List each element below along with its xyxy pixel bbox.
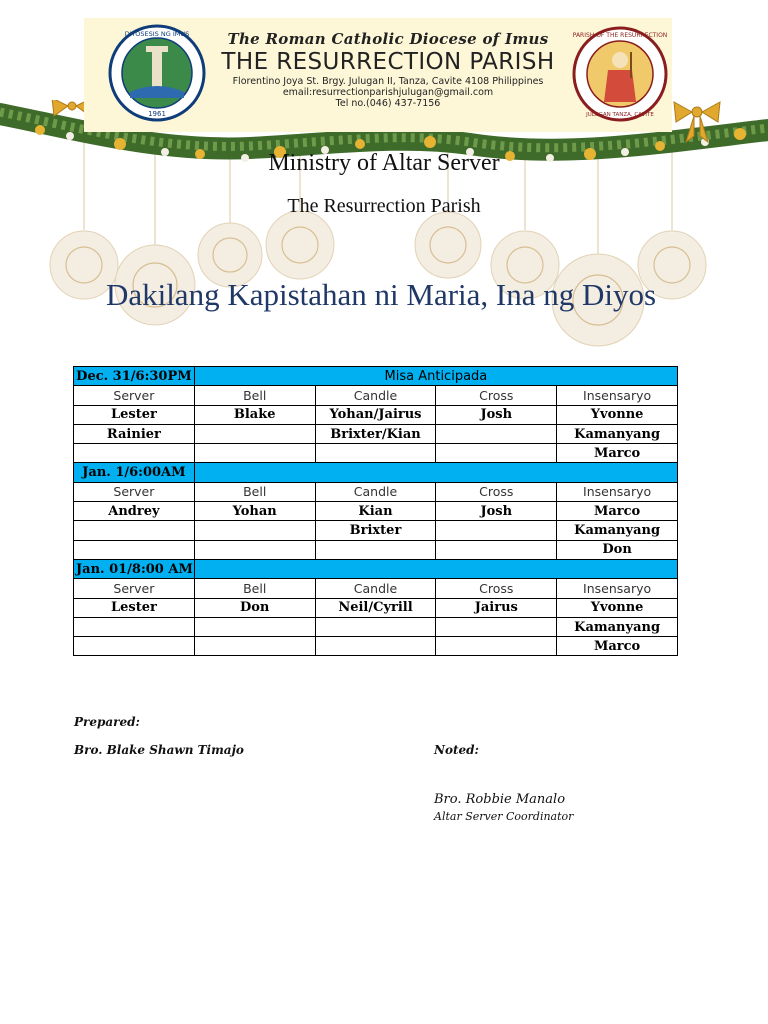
assignment-cell: Marco (557, 444, 678, 463)
altar-server-schedule-table (73, 366, 678, 656)
mass-schedule-row (74, 559, 678, 578)
right-seal-text: PARISH OF THE RESURRECTION (572, 32, 668, 39)
assignment-cell: Neil/Cyrill (315, 598, 436, 617)
assignment-cell (194, 617, 315, 636)
assignment-cell: Yohan/Jairus (315, 405, 436, 424)
role-header: Bell (194, 386, 315, 405)
assignment-cell (315, 617, 436, 636)
assignment-cell (194, 521, 315, 540)
assignment-cell (436, 521, 557, 540)
diocese-seal-logo (108, 24, 206, 122)
role-header: Bell (194, 579, 315, 598)
diocese-name: The Roman Catholic Diocese of Imus (227, 30, 549, 48)
role-header-row (74, 579, 678, 598)
parish-seal-logo (572, 26, 668, 122)
parish-address: Florentino Joya St. Brgy. Julugan II, Tanza, Cavite 4108 Philippines (232, 76, 544, 87)
assignment-cell (194, 637, 315, 656)
role-header: Cross (436, 386, 557, 405)
assignment-cell: Yvonne (557, 405, 678, 424)
assignment-cell: Jairus (436, 598, 557, 617)
role-header: Server (74, 386, 195, 405)
noted-label: Noted: (434, 743, 479, 757)
assignment-cell: Kamanyang (557, 521, 678, 540)
role-header-row (74, 482, 678, 501)
letterhead (84, 18, 672, 132)
assignment-cell: Josh (436, 405, 557, 424)
assignment-cell: Brixter (315, 521, 436, 540)
role-header: Server (74, 579, 195, 598)
assignment-cell (74, 637, 195, 656)
assignment-cell (315, 444, 436, 463)
assignment-cell (74, 521, 195, 540)
right-seal-place: JULUGAN TANZA, CAVITE (586, 112, 654, 118)
assignment-cell: Lester (74, 598, 195, 617)
assignment-cell (436, 637, 557, 656)
parish-email: email:resurrectionparishjulugan@gmail.com (282, 87, 494, 98)
mass-time: Jan. 01/8:00 AM (74, 559, 195, 578)
table-row (74, 521, 678, 540)
assignment-cell: Rainier (74, 424, 195, 443)
role-header: Insensaryo (557, 386, 678, 405)
table-row (74, 637, 678, 656)
mass-name (194, 463, 677, 482)
table-row (74, 424, 678, 443)
assignment-cell: Blake (194, 405, 315, 424)
assignment-cell: Don (557, 540, 678, 559)
assignment-cell: Lester (74, 405, 195, 424)
role-header: Server (74, 482, 195, 501)
parish-name: THE RESURRECTION PARISH (221, 49, 555, 75)
role-header: Insensaryo (557, 482, 678, 501)
assignment-cell (194, 424, 315, 443)
assignment-cell: Andrey (74, 502, 195, 521)
role-header: Insensaryo (557, 579, 678, 598)
mass-time: Jan. 1/6:00AM (74, 463, 195, 482)
assignment-cell: Don (194, 598, 315, 617)
table-row (74, 444, 678, 463)
mass-time: Dec. 31/6:30PM (74, 367, 195, 386)
role-header: Cross (436, 579, 557, 598)
parish-phone: Tel no.(046) 437-7156 (335, 98, 441, 109)
assignment-cell: Kamanyang (557, 424, 678, 443)
role-header-row (74, 386, 678, 405)
role-header: Candle (315, 386, 436, 405)
assignment-cell: Josh (436, 502, 557, 521)
noted-name: Bro. Robbie Manalo (434, 792, 566, 807)
letterhead-text (212, 30, 564, 109)
assignment-cell (436, 617, 557, 636)
prepared-name: Bro. Blake Shawn Timajo (74, 743, 244, 757)
assignment-cell: Brixter/Kian (315, 424, 436, 443)
mass-schedule-row (74, 367, 678, 386)
assignment-cell: Marco (557, 502, 678, 521)
assignment-cell: Kamanyang (557, 617, 678, 636)
role-header: Candle (315, 579, 436, 598)
assignment-cell (436, 424, 557, 443)
table-row (74, 405, 678, 424)
assignment-cell: Marco (557, 637, 678, 656)
left-seal-text: DIYOSESIS NG IMUS (124, 30, 190, 38)
role-header: Bell (194, 482, 315, 501)
left-seal-year: 1961 (148, 110, 166, 118)
assignment-cell (74, 444, 195, 463)
table-row (74, 598, 678, 617)
mass-schedule-row (74, 463, 678, 482)
assignment-cell (74, 617, 195, 636)
assignment-cell: Kian (315, 502, 436, 521)
assignment-cell (194, 540, 315, 559)
table-row (74, 540, 678, 559)
table-row (74, 617, 678, 636)
assignment-cell: Yvonne (557, 598, 678, 617)
ministry-title: Ministry of Altar Server (268, 150, 500, 176)
christmas-garland-decoration (0, 100, 768, 360)
role-header: Cross (436, 482, 557, 501)
noted-role: Altar Server Coordinator (434, 810, 574, 823)
prepared-label: Prepared: (74, 715, 140, 729)
assignment-cell (436, 540, 557, 559)
assignment-cell: Yohan (194, 502, 315, 521)
parish-subtitle: The Resurrection Parish (287, 195, 481, 217)
table-row (74, 502, 678, 521)
assignment-cell (436, 444, 557, 463)
role-header: Candle (315, 482, 436, 501)
assignment-cell (74, 540, 195, 559)
assignment-cell (194, 444, 315, 463)
mass-name: Misa Anticipada (194, 367, 677, 386)
assignment-cell (315, 637, 436, 656)
mass-name (194, 559, 677, 578)
assignment-cell (315, 540, 436, 559)
event-title: Dakilang Kapistahan ni Maria, Ina ng Diyos (105, 277, 657, 312)
